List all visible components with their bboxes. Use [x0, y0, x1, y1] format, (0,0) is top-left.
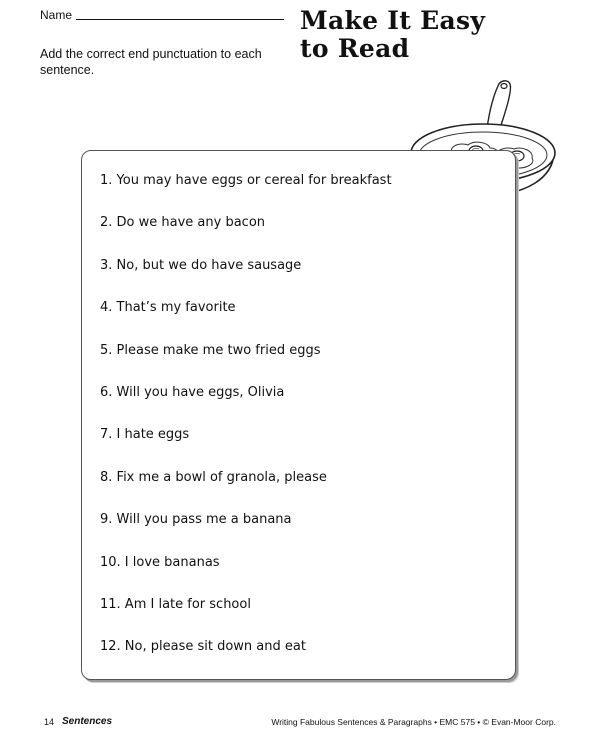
- title-line-1: Make It Easy: [300, 6, 486, 35]
- sentence-1: 1. You may have eggs or cereal for breakfast: [100, 173, 392, 188]
- sentence-list: [100, 171, 392, 680]
- sentence-7: 7. I hate eggs: [100, 427, 190, 443]
- instructions: Add the correct end punctuation to each sentence.: [40, 47, 262, 77]
- sentence-6: 6. Will you have eggs, Olivia: [100, 384, 285, 400]
- name-line: [76, 19, 284, 20]
- section-name: Sentences: [62, 716, 113, 727]
- sentence-4: 4. That’s my favorite: [100, 300, 236, 316]
- sentence-8: 8. Fix me a bowl of granola, please: [100, 469, 327, 485]
- sentence-3: 3. No, but we do have sausage: [100, 257, 302, 273]
- sentence-9: 9. Will you pass me a banana: [100, 512, 292, 528]
- sentence-11: 11. Am I late for school: [100, 596, 251, 612]
- page-number: 14: [44, 717, 55, 727]
- page-title: [300, 7, 560, 63]
- sentence-5: 5. Please make me two fried eggs: [100, 342, 321, 358]
- name-label: Name: [40, 8, 73, 22]
- sentence-10: 10. I love bananas: [100, 554, 220, 570]
- sentence-12: 12. No, please sit down and eat: [100, 639, 306, 655]
- footer-credit: Writing Fabulous Sentences & Paragraphs • EMC 575 • © Evan-Moor Corp.: [271, 717, 556, 727]
- sentence-2: 2. Do we have any bacon: [100, 215, 266, 231]
- title-line-2: to Read: [300, 34, 410, 63]
